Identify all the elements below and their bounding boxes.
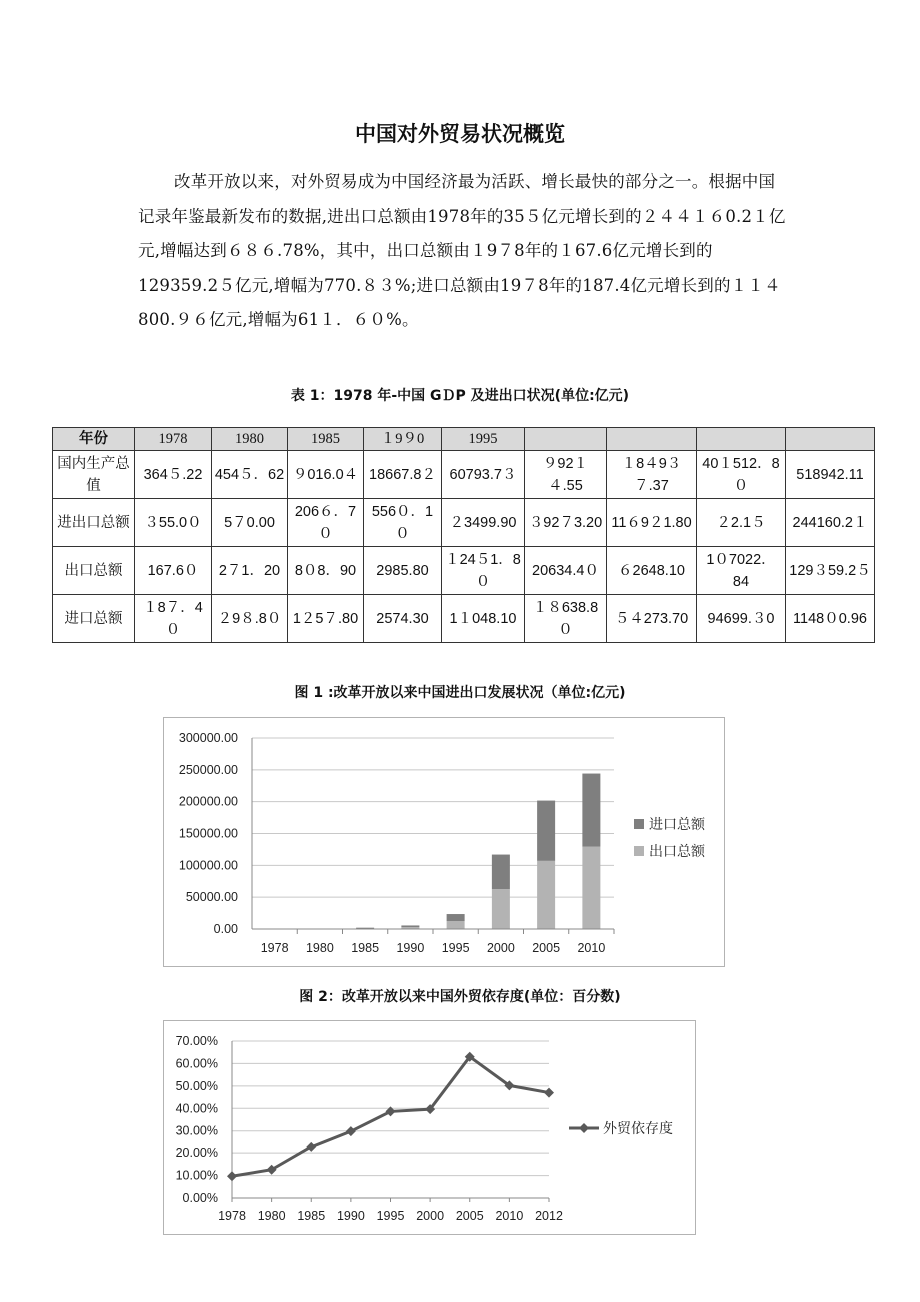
header-cell: 年份 bbox=[53, 428, 135, 451]
table-cell: 1１048.10 bbox=[442, 595, 525, 643]
x-tick-label: 1995 bbox=[376, 1209, 405, 1223]
chart2-frame bbox=[163, 1020, 696, 1235]
table-cell: 5７0.00 bbox=[212, 499, 288, 547]
y-tick-label: 30.00% bbox=[175, 1123, 218, 1138]
y-tick-label: 300000.00 bbox=[178, 731, 238, 745]
bar bbox=[582, 847, 600, 929]
bar bbox=[537, 861, 555, 929]
table-cell: 1０7022．84 bbox=[697, 547, 786, 595]
table-header-row bbox=[53, 428, 875, 451]
bar bbox=[447, 921, 465, 929]
table-cell: 167.6０ bbox=[135, 547, 212, 595]
x-tick-label: 1980 bbox=[257, 1209, 286, 1223]
x-tick-label: 1985 bbox=[297, 1209, 326, 1223]
header-cell: 1978 bbox=[135, 428, 212, 451]
bar bbox=[401, 925, 419, 927]
header-cell bbox=[786, 428, 875, 451]
legend-swatch bbox=[634, 846, 644, 856]
table-cell: 2574.30 bbox=[364, 595, 442, 643]
intro-paragraph: 改革开放以来，对外贸易成为中国经济最为活跃、增长最快的部分之一。根据中国记录年鉴最新发布的数据,进出口总额由1978年的35５亿元增长到的２４４１６0.2１亿元,增幅达到６８６.78%，其中，出口总额由１9７8年的１67.6亿元增长到的129359.2５亿元,增幅为770.８３%;进口总额由19７8年的187.4亿元增长到的１１４800.９６亿元,增幅为61１．６０%。 bbox=[138, 172, 786, 330]
y-tick-label: 70.00% bbox=[175, 1034, 218, 1048]
table-cell: 454５．62 bbox=[212, 451, 288, 499]
table-cell: ２9８.8０ bbox=[212, 595, 288, 643]
chart1-caption: 图 1 :改革开放以来中国进出口发展状况（单位:亿元) bbox=[294, 685, 626, 701]
x-tick-label: 2005 bbox=[532, 941, 561, 955]
y-tick-label: 100000.00 bbox=[178, 858, 238, 873]
y-tick-label: 250000.00 bbox=[178, 762, 238, 777]
y-tick-label: 20.00% bbox=[175, 1146, 218, 1161]
y-tick-label: 0.00 bbox=[213, 922, 238, 936]
x-tick-label: 2000 bbox=[416, 1209, 445, 1223]
legend-swatch bbox=[634, 819, 644, 829]
data-table bbox=[52, 427, 875, 643]
x-tick-label: 2000 bbox=[486, 941, 515, 955]
bar bbox=[447, 914, 465, 921]
bar bbox=[492, 855, 510, 890]
header-cell bbox=[525, 428, 607, 451]
bar bbox=[492, 889, 510, 929]
table-cell: 1148０0.96 bbox=[786, 595, 875, 643]
x-tick-label: 1990 bbox=[336, 1209, 365, 1223]
chart1-frame bbox=[163, 717, 725, 967]
x-tick-label: 2012 bbox=[535, 1209, 563, 1223]
row-label: 进出口总额 bbox=[53, 499, 135, 547]
table-cell: ３92７3.20 bbox=[525, 499, 607, 547]
header-cell: １9９0 bbox=[364, 428, 442, 451]
y-tick-label: 200000.00 bbox=[178, 794, 238, 809]
chart2-svg bbox=[164, 1021, 695, 1234]
table-cell: 364５.22 bbox=[135, 451, 212, 499]
table-cell: ６2648.10 bbox=[607, 547, 697, 595]
table-cell: 129３59.2５ bbox=[786, 547, 875, 595]
header-cell: 1980 bbox=[212, 428, 288, 451]
y-tick-label: 50000.00 bbox=[185, 890, 238, 905]
y-tick-label: 10.00% bbox=[175, 1168, 218, 1183]
x-tick-label: 2010 bbox=[495, 1209, 524, 1223]
table-cell: 2７1．20 bbox=[212, 547, 288, 595]
table-cell: 1２5７.80 bbox=[288, 595, 364, 643]
header-cell: 1995 bbox=[442, 428, 525, 451]
x-tick-label: 1980 bbox=[305, 941, 334, 955]
table-cell: 518942.11 bbox=[786, 451, 875, 499]
bar bbox=[356, 928, 374, 929]
x-tick-label: 2005 bbox=[455, 1209, 484, 1223]
table-row bbox=[53, 499, 875, 547]
table-cell: １８638.8０ bbox=[525, 595, 607, 643]
table-cell: 11６9２1.80 bbox=[607, 499, 697, 547]
header-cell: 1985 bbox=[288, 428, 364, 451]
table-caption: 表 1：1978 年-中国 GＤP 及进出口状况(单位:亿元) bbox=[290, 388, 630, 404]
table-cell: ９92１４.55 bbox=[525, 451, 607, 499]
row-label: 国内生产总值 bbox=[53, 451, 135, 499]
table-cell: １8７．4０ bbox=[135, 595, 212, 643]
x-tick-label: 1978 bbox=[260, 941, 289, 955]
data-point bbox=[227, 1171, 237, 1181]
table-row bbox=[53, 451, 875, 499]
table-cell: １8４9３７.37 bbox=[607, 451, 697, 499]
x-tick-label: 1995 bbox=[441, 941, 470, 955]
table-row bbox=[53, 547, 875, 595]
y-tick-label: 60.00% bbox=[175, 1056, 218, 1071]
legend-label: 进口总额 bbox=[649, 816, 705, 832]
table-cell: ５４273.70 bbox=[607, 595, 697, 643]
table-cell: 60793.7３ bbox=[442, 451, 525, 499]
series-line bbox=[232, 1057, 549, 1177]
y-tick-label: 40.00% bbox=[175, 1101, 218, 1116]
table-row bbox=[53, 595, 875, 643]
y-tick-label: 0.00% bbox=[182, 1191, 218, 1205]
page-title: 中国对外贸易状况概览 bbox=[355, 122, 565, 146]
y-tick-label: 150000.00 bbox=[178, 826, 238, 841]
table-cell: 40１512．8０ bbox=[697, 451, 786, 499]
data-point bbox=[346, 1126, 356, 1136]
table-cell: ２3499.90 bbox=[442, 499, 525, 547]
x-tick-label: 1978 bbox=[218, 1209, 246, 1223]
table-cell: 206６．7０ bbox=[288, 499, 364, 547]
row-label: 进口总额 bbox=[53, 595, 135, 643]
table-cell: 556０．1０ bbox=[364, 499, 442, 547]
table-cell: 94699.３0 bbox=[697, 595, 786, 643]
row-label: 出口总额 bbox=[53, 547, 135, 595]
table-cell: ９016.0４ bbox=[288, 451, 364, 499]
table-cell: 20634.4０ bbox=[525, 547, 607, 595]
table-cell: ２2.1５ bbox=[697, 499, 786, 547]
table-cell: 2985.80 bbox=[364, 547, 442, 595]
chart2-caption: 图 2：改革开放以来中国外贸依存度(单位：百分数) bbox=[299, 989, 621, 1005]
legend-label: 外贸依存度 bbox=[603, 1120, 673, 1136]
table-cell: １24５1．8０ bbox=[442, 547, 525, 595]
header-cell bbox=[607, 428, 697, 451]
x-tick-label: 1985 bbox=[351, 941, 380, 955]
data-point bbox=[544, 1088, 554, 1098]
bar bbox=[537, 801, 555, 861]
bar bbox=[582, 774, 600, 847]
header-cell bbox=[697, 428, 786, 451]
table-cell: ３55.0０ bbox=[135, 499, 212, 547]
table-cell: 8０8．90 bbox=[288, 547, 364, 595]
legend-label: 出口总额 bbox=[649, 843, 705, 859]
table-cell: 244160.2１ bbox=[786, 499, 875, 547]
legend-marker bbox=[579, 1123, 589, 1133]
y-tick-label: 50.00% bbox=[175, 1078, 218, 1093]
x-tick-label: 1990 bbox=[396, 941, 425, 955]
x-tick-label: 2010 bbox=[577, 941, 606, 955]
chart1-svg bbox=[164, 718, 724, 966]
table-cell: 18667.8２ bbox=[364, 451, 442, 499]
